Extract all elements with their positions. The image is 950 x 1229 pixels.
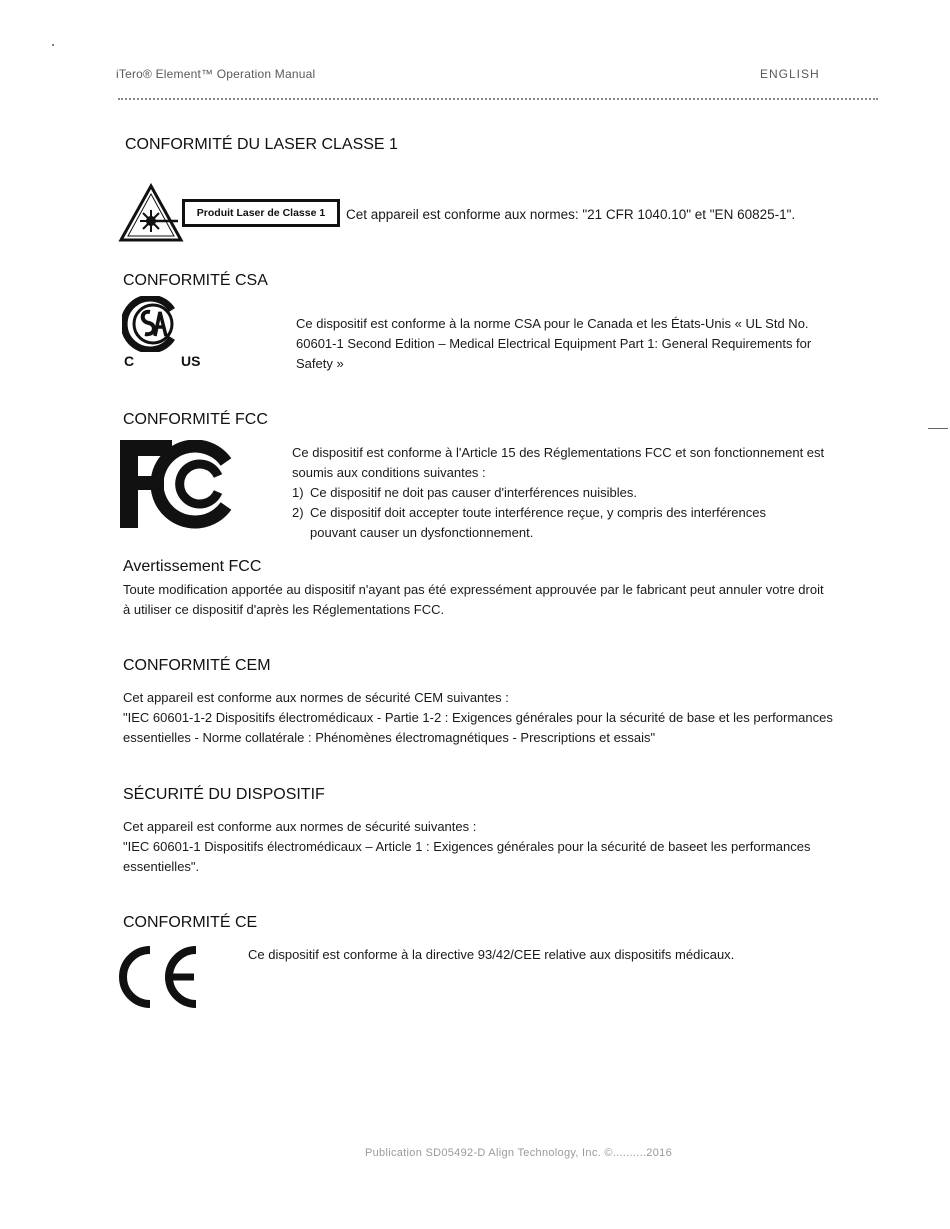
laser-warning-triangle-icon [118, 183, 184, 243]
safety-line2: "IEC 60601-1 Dispositifs électromédicaux – Article 1 : Exigences générales pour la sécurité de baseet les performances essentielles". [123, 839, 811, 874]
csa-mark-us: US [181, 353, 201, 369]
csa-text: Ce dispositif est conforme à la norme CSA pour le Canada et les États-Unis « UL Std No. 60601-1 Second Edition – Medical Electrical Equipment Part 1: General Requirements for Safety » [296, 316, 812, 371]
manual-title: iTero® Element™ Operation Manual [116, 67, 316, 81]
fcc-warning-heading: Avertissement FCC [123, 558, 262, 575]
emc-line2: "IEC 60601-1-2 Dispositifs électromédicaux - Partie 1-2 : Exigences générales pour la sécurité de base et les performances essentielles - Norme collatérale : Phénomènes électromagnétiques - Prescriptions et essais" [123, 710, 833, 745]
fcc-conditions [292, 483, 812, 543]
condition-text: Ce dispositif ne doit pas causer d'interférences nuisibles. [310, 485, 637, 500]
fcc-warning-text: Toute modification apportée au dispositif n'ayant pas été expressément approuvée par le fabricant peut annuler votre droit à utiliser ce dispositif d'après les Réglementations FCC. [123, 582, 824, 617]
emc-line1: Cet appareil est conforme aux normes de sécurité CEM suivantes : [123, 690, 509, 705]
laser-class-label: Produit Laser de Classe 1 [182, 199, 340, 227]
csa-heading: CONFORMITÉ CSA [123, 272, 268, 289]
ce-mark-icon [116, 944, 200, 1010]
condition-number: 1) [292, 485, 304, 500]
safety-heading: SÉCURITÉ DU DISPOSITIF [123, 786, 325, 803]
fcc-heading: CONFORMITÉ FCC [123, 411, 268, 428]
laser-text: Cet appareil est conforme aux normes: "21 CFR 1040.10" et "EN 60825-1". [346, 207, 796, 222]
fcc-logo-icon [120, 440, 244, 530]
language-label: ENGLISH [760, 67, 820, 81]
laser-heading: CONFORMITÉ DU LASER CLASSE 1 [125, 136, 398, 153]
footer-publication: Publication SD05492-D Align Technology, Inc. ©..........2016 [365, 1147, 672, 1159]
fcc-intro: Ce dispositif est conforme à l'Article 15 des Réglementations FCC et son fonctionnement est soumis aux conditions suivantes : [292, 445, 825, 480]
condition-text: Ce dispositif doit accepter toute interférence reçue, y compris des interférences pouvant causer un dysfonctionnement. [310, 505, 766, 540]
csa-mark-c: C [124, 353, 135, 369]
page-edge-mark [928, 428, 948, 429]
list-item [292, 483, 812, 503]
csa-mark-icon [122, 296, 180, 352]
ce-heading: CONFORMITÉ CE [123, 914, 258, 931]
scan-speck [52, 44, 54, 46]
emc-heading: CONFORMITÉ CEM [123, 657, 271, 674]
ce-text: Ce dispositif est conforme à la directive 93/42/CEE relative aux dispositifs médicaux. [248, 947, 735, 962]
safety-line1: Cet appareil est conforme aux normes de sécurité suivantes : [123, 819, 477, 834]
list-item [292, 503, 812, 543]
condition-number: 2) [292, 505, 304, 520]
header-divider [118, 98, 878, 100]
